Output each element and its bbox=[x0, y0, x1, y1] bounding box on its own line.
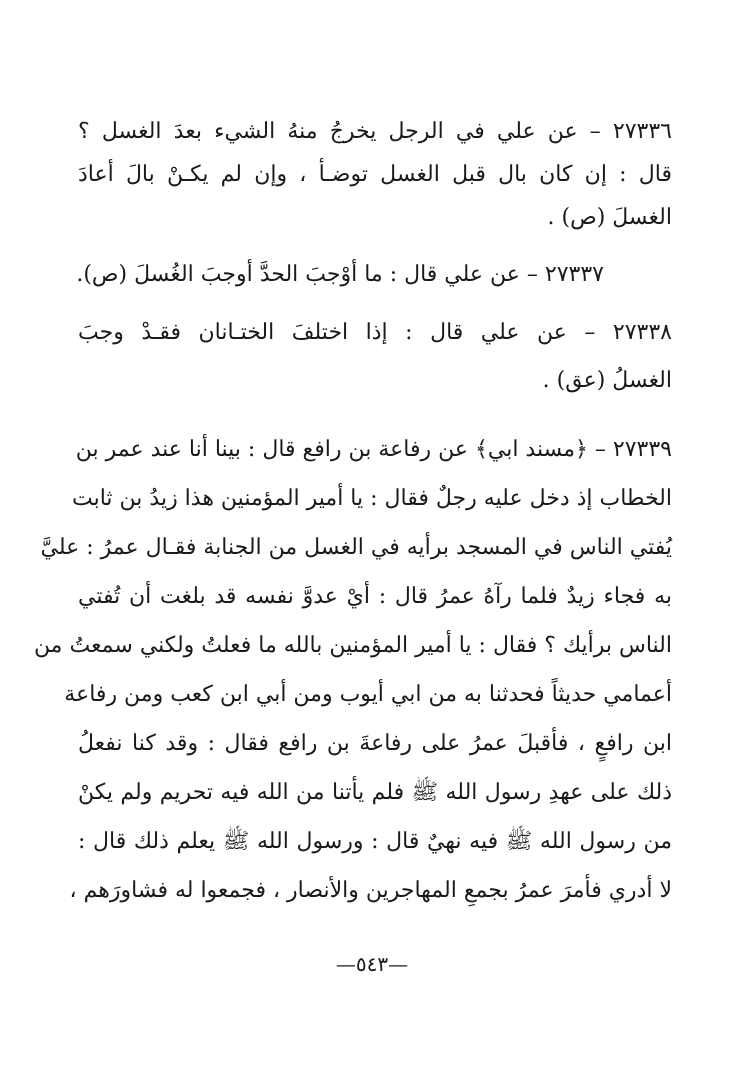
hadith-27339-line-1: ٢٧٣٣٩ – ﴿مسند ابي﴾ عن رفاعة بن رافع قال : بينا أنا عند عمر بن bbox=[75, 437, 672, 462]
hadith-27336-line-2: قال : إن كان بال قبل الغسل توضـأ ، وإن لم يكـنْ بالَ أعادَ bbox=[78, 162, 672, 187]
hadith-27339-line-4: به فجاء زيدٌ فلما رآهُ عمرُ قال : أيْ عدوَّ نفسه قد بلغت أن تُفتي bbox=[78, 584, 672, 609]
hadith-27338-line-1: ٢٧٣٣٨ – عن علي قال : إذا اختلفَ الختـانان فقـدْ وجبَ bbox=[78, 320, 672, 345]
hadith-27339-line-6: أعمامي حديثاً فحدثنا به من ابي أيوب ومن أبي ابن كعب ومن رفاعة bbox=[64, 682, 672, 707]
hadith-27339-line-2: الخطاب إذ دخل عليه رجلٌ فقال : يا أمير المؤمنين هذا زيدُ بن ثابت bbox=[71, 486, 672, 511]
hadith-27336-line-3: الغسلَ (ص) . bbox=[547, 205, 672, 230]
hadith-27339-line-10: لا أدري فأمرَ عمرُ بجمعِ المهاجرين والأنصار ، فجمعوا له فشاورَهم ، bbox=[69, 878, 672, 903]
hadith-27338-line-2: الغسلُ (عق) . bbox=[542, 368, 672, 393]
hadith-27339-line-3: يُفتي الناس في المسجد برأيه في الغسل من الجنابة فقـال عمرُ : عليَّ bbox=[40, 535, 672, 560]
hadith-27339-line-7: ابن رافعٍ ، فأقبلَ عمرُ على رفاعةَ بن رافع فقال : وقد كنا نفعلُ bbox=[78, 731, 672, 756]
hadith-27339-line-5: الناس برأيك ؟ فقال : يا أمير المؤمنين بالله ما فعلتُ ولكني سمعتُ من bbox=[33, 633, 672, 658]
page-number: —٥٤٣— bbox=[335, 952, 409, 976]
hadith-27337-line-1: ٢٧٣٣٧ – عن علي قال : ما أوْجبَ الحدَّ أوجبَ الغُسلَ (ص). bbox=[76, 262, 604, 287]
hadith-27336-line-1: ٢٧٣٣٦ – عن علي في الرجل يخرجُ منهُ الشيء بعدَ الغسل ؟ bbox=[78, 119, 672, 144]
hadith-27339-line-9: من رسول الله ﷺ فيه نهيٌ قال : ورسول الله ﷺ يعلم ذلك قال : bbox=[78, 829, 672, 854]
hadith-27339-line-8: ذلك على عهدِ رسول الله ﷺ فلم يأتنا من الله فيه تحريم ولم يكنْ bbox=[78, 780, 672, 805]
